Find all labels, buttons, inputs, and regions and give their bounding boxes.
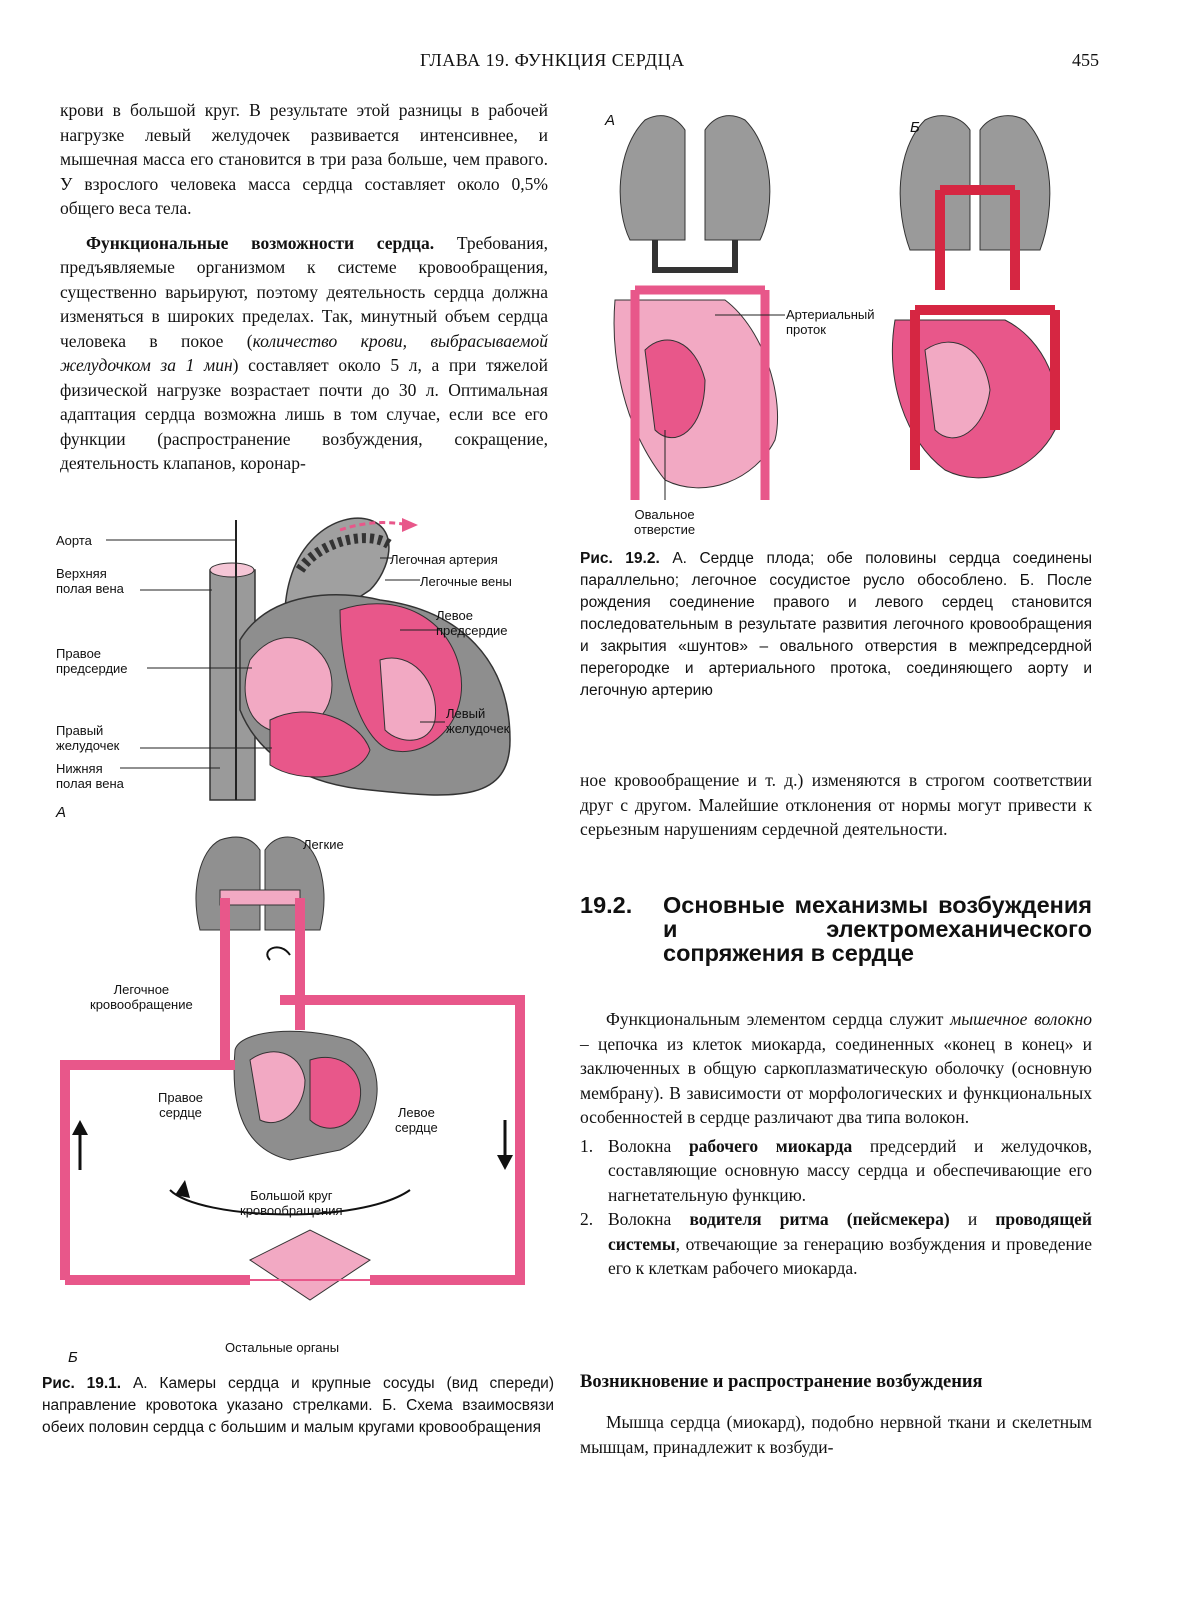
page-number: 455 [1072, 50, 1099, 70]
label-pulmonary-artery: Легочная артерия [390, 552, 498, 567]
list-bold: водителя ритма (пейсмекера) [689, 1209, 950, 1229]
right-paragraph-2 [580, 1007, 1092, 1130]
list-number: 1. [580, 1135, 594, 1156]
list-text: Волокна [608, 1135, 689, 1156]
panel-label-a: А [56, 804, 67, 821]
paragraph-text: – цепочка из клеток миокарда, соединенных «конец в конец» и заключенных в общую саркоплазматическую оболочку (основную мембрану). В зависимости от морфологических и функциональных особенностей в сердце различают два типа волокон. [580, 1033, 1092, 1127]
subheading: Возникновение и распространение возбуждения [580, 1372, 983, 1392]
left-column-text [60, 98, 548, 476]
right-column-body [580, 1007, 1092, 1281]
paragraph-italic: количество крови, выбрасываемой желудочком за 1 мин [60, 330, 548, 375]
right-paragraph-3: Мышца сердца (миокард), подобно нервной ткани и скелетным мышцам, принадлежит к возбуди- [580, 1412, 1092, 1457]
paragraph-italic: мышечное волокно [950, 1009, 1093, 1029]
list-text: Волокна [608, 1209, 690, 1229]
right-column-text [580, 768, 1092, 842]
label-other-organs: Остальные органы [225, 1340, 340, 1355]
paragraph-text: Функциональным элементом сердца служит [606, 1009, 951, 1029]
caption-text: А. Сердце плода; обе половины сердца соединены параллельно; легочное сосудистое русло обособлено. Б. После рождения соединение правого и левого сердец становится последовательным в результате развития легочного кровообращения и закрытия «шунтов» – овального отверстия в межпредсердной перегородке и артериального протока, соединяющего аорту и легочную артерию [580, 550, 1093, 699]
label-superior-vena-cava: Верхняя полая вена [56, 566, 124, 596]
label-left-heart: Левое сердце [395, 1105, 438, 1135]
label-pulmonary-veins: Легочные вены [420, 574, 512, 589]
label-right-atrium: Правое предсердие [56, 646, 128, 676]
list-text: , отвечающие за генерацию возбуждения и проведение его к клеткам рабочего миокарда. [608, 1233, 1092, 1278]
fiber-types-list [580, 1134, 1092, 1281]
label-foramen-ovale: Овальное отверстие [634, 507, 696, 537]
label-aorta: Аорта [56, 533, 92, 548]
label-right-heart: Правое сердце [158, 1090, 204, 1120]
label-left-atrium: Левое предсердие [436, 608, 508, 638]
circulation-diagram [50, 830, 550, 1350]
fig-19-2-panel-a: А [605, 112, 616, 129]
list-text: и [949, 1209, 996, 1229]
list-item [580, 1207, 1092, 1281]
list-text: предсердий и желудочков, составляющие основную массу сердца и обеспечивающие его нагнетательную функцию. [608, 1135, 1093, 1205]
caption-number: Рис. 19.1. [42, 1375, 122, 1392]
panel-label-b: Б [68, 1349, 78, 1366]
right-paragraph-1: ное кровообращение и т. д.) изменяются в строгом соответствии друг с другом. Малейшие отклонения от нормы могут привести к серьезным нарушениям сердечной деятельности. [580, 770, 1092, 839]
label-inferior-vena-cava: Нижняя полая вена [56, 761, 124, 791]
figure-19-1-caption [42, 1373, 554, 1439]
label-lungs: Легкие [303, 837, 344, 852]
fig-19-2-panel-b: Б [910, 119, 920, 136]
section-title: Основные механизмы возбуждения и электромеханического сопряжения в сердце [663, 892, 1092, 966]
label-right-ventricle: Правый желудочек [56, 723, 120, 753]
list-item [580, 1134, 1092, 1208]
list-bold: проводящей системы [608, 1209, 1092, 1254]
right-column-final [580, 1410, 1092, 1459]
left-paragraph-2 [60, 231, 548, 476]
section-heading [580, 893, 1092, 965]
paragraph-text: ) составляет около 5 л, а при тяжелой физической нагрузке возрастает почти до 30 л. Оптимальная адаптация сердца возможна лишь в том случае, если все его функции (распространение возбуждения, сокращение, деятельность клапанов, коронар- [60, 355, 548, 473]
label-pulmonary-circulation: Легочное кровообращение [90, 982, 193, 1012]
left-paragraph-1: крови в большой круг. В результате этой разницы в рабочей нагрузке левый желудочек развивается интенсивнее, и мышечная масса его становится в три раза больше, чем правого. У взрослого человека масса сердца составляет около 0,5% общего веса тела. [60, 100, 548, 218]
list-number: 2. [580, 1209, 594, 1229]
section-number: 19.2. [580, 892, 633, 918]
paragraph-text: Требования, предъявляемые организмом к системе кровообращения, существенно варьируют, поэтому деятельность сердца должна изменяться в широких пределах. Так, минутный объем сердца человека в покое ( [60, 232, 548, 351]
label-systemic-circulation: Большой круг кровообращения [240, 1188, 343, 1218]
figure-19-2-caption [580, 548, 1092, 702]
paragraph-lead: Функциональные возможности сердца. [86, 232, 435, 253]
caption-number: Рис. 19.2. [580, 550, 660, 567]
caption-text: А. Камеры сердца и крупные сосуды (вид спереди) направление кровотока указано стрелками. Б. Схема взаимосвязи обеих половин сердца с большим и малым кругами кровообращения [42, 1375, 554, 1436]
label-left-ventricle: Левый желудочек [446, 706, 510, 736]
chapter-header: ГЛАВА 19. ФУНКЦИЯ СЕРДЦА [420, 50, 685, 70]
list-bold: рабочего миокарда [688, 1135, 853, 1156]
label-ductus-arteriosus: Артериальный проток [786, 307, 875, 337]
